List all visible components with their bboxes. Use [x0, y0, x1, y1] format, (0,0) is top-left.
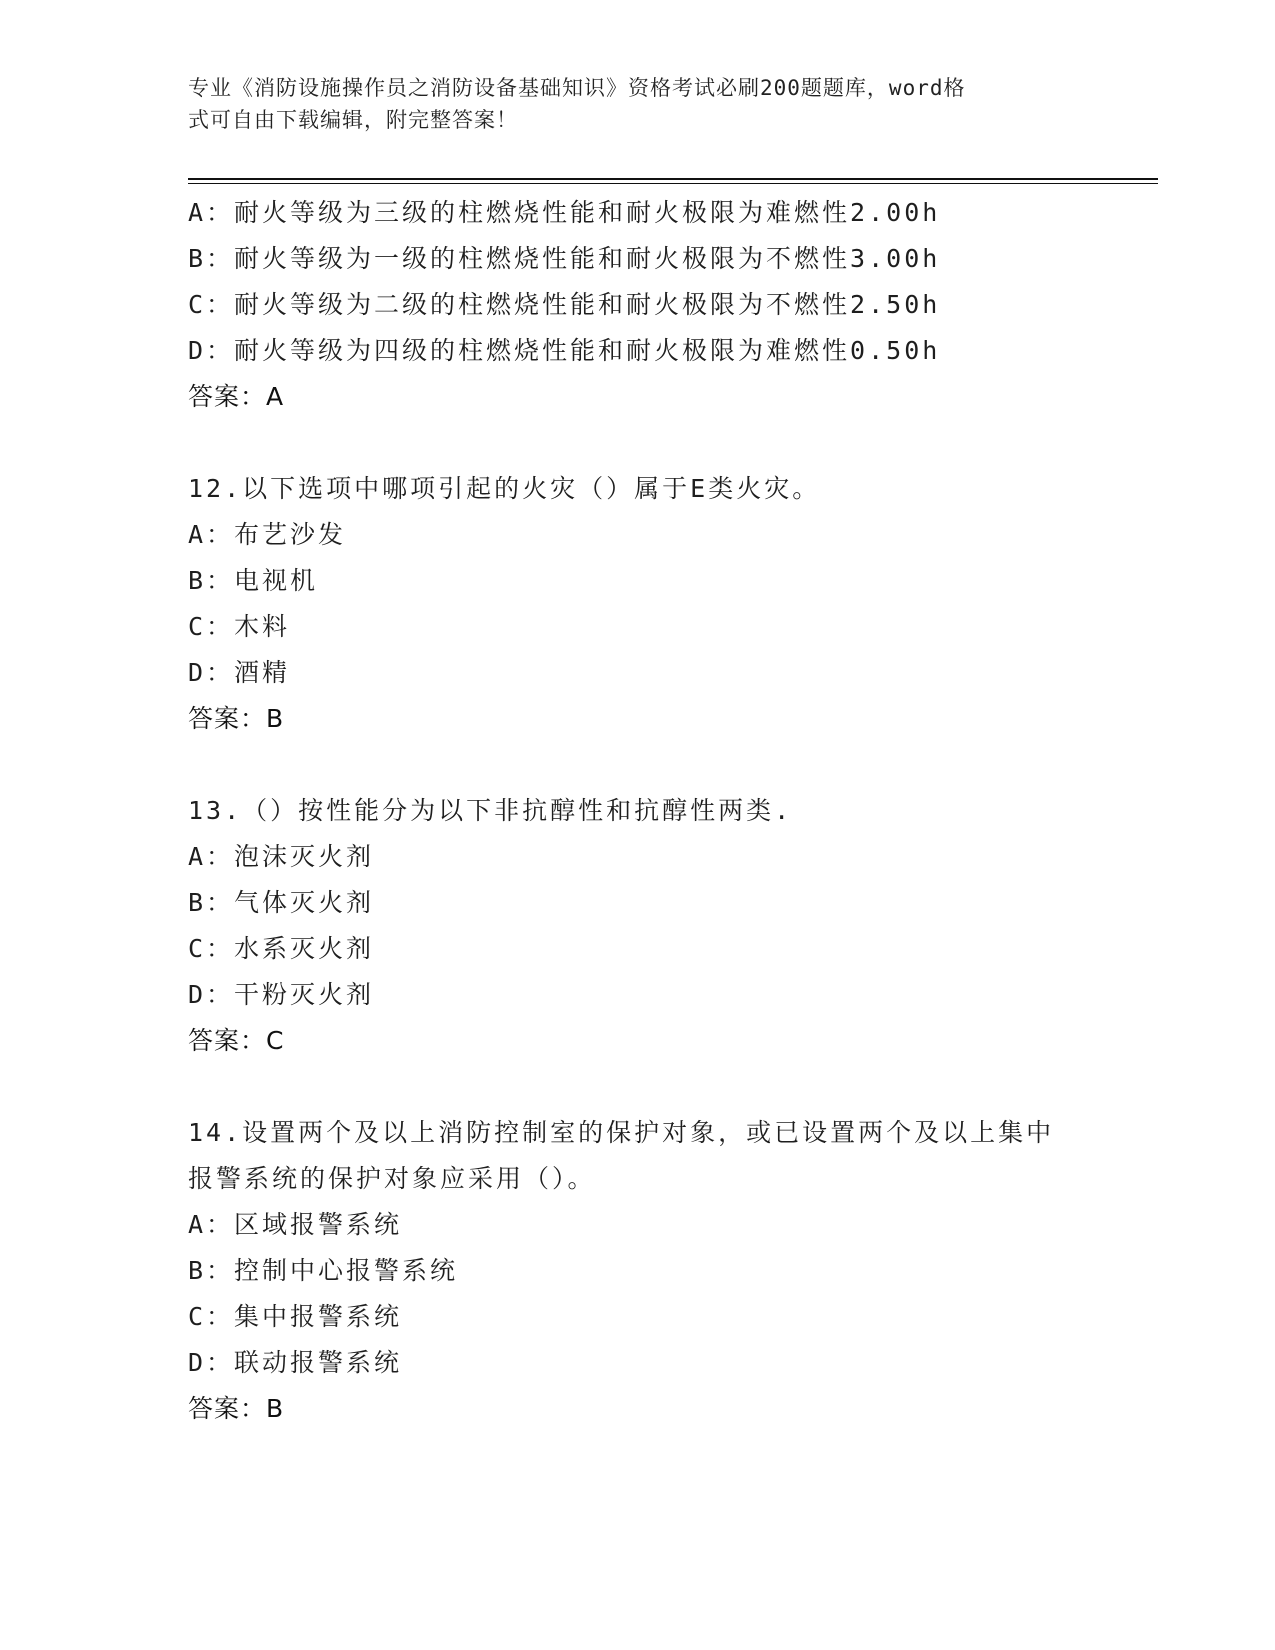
header-line-1: 专业《消防设施操作员之消防设备基础知识》资格考试必刷200题题库，word格 [188, 76, 966, 100]
spacer [188, 1064, 1088, 1110]
q14-option-d: D：联动报警系统 [188, 1348, 403, 1377]
q14-answer: 答案：B [188, 1394, 285, 1423]
q14-question-line-1: 14.设置两个及以上消防控制室的保护对象，或已设置两个及以上集中 [188, 1118, 1055, 1147]
spacer [188, 742, 1088, 788]
q11-answer: 答案：A [188, 382, 285, 411]
spacer [188, 420, 1088, 466]
q12-question: 12.以下选项中哪项引起的火灾（）属于E类火灾。 [188, 474, 821, 503]
q12-option-b: B：电视机 [188, 566, 319, 595]
q11-option-d: D：耐火等级为四级的柱燃烧性能和耐火极限为难燃性0.50h [188, 336, 941, 365]
q12-answer: 答案：B [188, 704, 285, 733]
q14-option-c: C：集中报警系统 [188, 1302, 403, 1331]
document-header [188, 72, 1068, 136]
question-14 [188, 1110, 1088, 1432]
q11-option-c: C：耐火等级为二级的柱燃烧性能和耐火极限为不燃性2.50h [188, 290, 941, 319]
q11-option-a: A：耐火等级为三级的柱燃烧性能和耐火极限为难燃性2.00h [188, 198, 941, 227]
q11-option-b: B：耐火等级为一级的柱燃烧性能和耐火极限为不燃性3.00h [188, 244, 941, 273]
q13-option-c: C：水系灭火剂 [188, 934, 375, 963]
q14-option-a: A：区域报警系统 [188, 1210, 403, 1239]
q13-option-b: B：气体灭火剂 [188, 888, 375, 917]
q13-option-d: D：干粉灭火剂 [188, 980, 375, 1009]
q13-question: 13.（）按性能分为以下非抗醇性和抗醇性两类. [188, 796, 793, 825]
q12-option-d: D：酒精 [188, 658, 291, 687]
header-rule-top [188, 178, 1158, 180]
q13-answer: 答案：C [188, 1026, 285, 1055]
header-line-2: 式可自由下载编辑，附完整答案！ [188, 108, 518, 132]
question-11 [188, 190, 1088, 420]
q12-option-c: C：木料 [188, 612, 291, 641]
question-13 [188, 788, 1088, 1064]
q12-option-a: A：布艺沙发 [188, 520, 347, 549]
q14-question-line-2: 报警系统的保护对象应采用（）。 [188, 1164, 596, 1193]
header-rule-bottom [188, 183, 1158, 184]
q13-option-a: A：泡沫灭火剂 [188, 842, 375, 871]
question-list [188, 190, 1088, 1432]
question-12 [188, 466, 1088, 742]
q14-option-b: B：控制中心报警系统 [188, 1256, 459, 1285]
